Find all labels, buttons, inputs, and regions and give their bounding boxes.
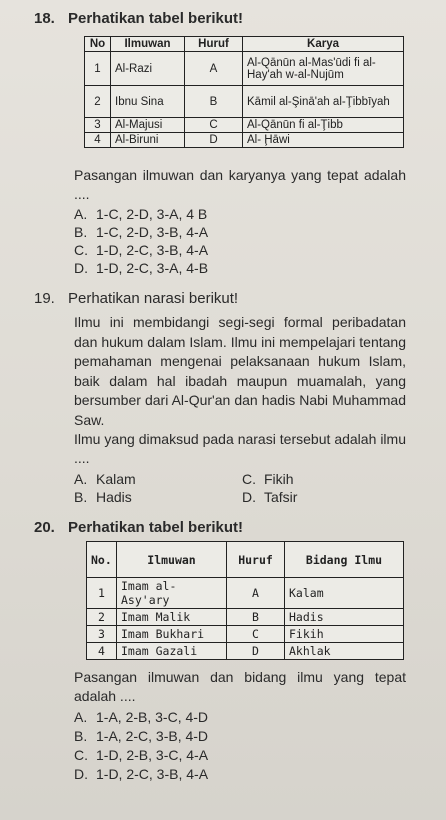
q19-number: 19. [34, 290, 55, 307]
q20-cell-huruf: B [227, 609, 285, 626]
q18-header-karya: Karya [243, 37, 404, 52]
q20-cell-ilmuwan: Imam Malik [117, 609, 227, 626]
q20-header-no: No. [87, 542, 117, 578]
q20-title: Perhatikan tabel berikut! [68, 519, 244, 536]
q18-header-huruf: Huruf [185, 37, 243, 52]
option-text: 1-D, 2-C, 3-A, 4-B [96, 260, 209, 276]
option-text: Kalam [96, 471, 136, 487]
q18-table-header-row [85, 37, 404, 52]
option-text: 1-D, 2-C, 3-B, 4-A [96, 242, 209, 258]
q18-number: 18. [34, 10, 55, 27]
option-text: 1-D, 2-C, 3-B, 4-A [96, 766, 209, 782]
q18-cell-huruf: D [185, 133, 243, 148]
q20-cell-no: 1 [87, 578, 117, 609]
q18-title: Perhatikan tabel berikut! [68, 10, 244, 27]
option-text: 1-C, 2-D, 3-A, 4 B [96, 206, 208, 222]
q20-cell-bidang: Kalam [285, 578, 404, 609]
q18-cell-karya: Kāmil al-Şinā'ah al-Ţibbīyah [243, 86, 404, 118]
q19-option-c[interactable] [242, 470, 294, 488]
option-letter: A. [74, 709, 88, 725]
q20-cell-ilmuwan: Imam Gazali [117, 643, 227, 660]
q20-cell-huruf: A [227, 578, 285, 609]
q18-cell-huruf: B [185, 86, 243, 118]
option-text: 1-A, 2-B, 3-C, 4-D [96, 709, 209, 725]
q20-cell-no: 2 [87, 609, 117, 626]
q20-header-bidang-ilmu: Bidang Ilmu [285, 542, 404, 578]
q20-option-d[interactable] [74, 765, 208, 783]
q18-cell-no: 4 [85, 133, 111, 148]
q18-header-no: No [85, 37, 111, 52]
q18-cell-no: 1 [85, 52, 111, 86]
option-text: Fikih [264, 471, 294, 487]
q20-cell-bidang: Fikih [285, 626, 404, 643]
q20-table-row [87, 609, 404, 626]
q18-cell-no: 3 [85, 118, 111, 133]
q18-cell-ilmuwan: Al-Majusi [111, 118, 185, 133]
q19-option-b[interactable] [74, 488, 132, 506]
q18-table-row [85, 52, 404, 86]
option-text: Tafsir [264, 489, 298, 505]
q18-cell-ilmuwan: Al-Razi [111, 52, 185, 86]
q19-option-a[interactable] [74, 470, 136, 488]
q19-title: Perhatikan narasi berikut! [68, 290, 239, 307]
q20-header-huruf: Huruf [227, 542, 285, 578]
option-letter: D. [74, 766, 88, 782]
q18-table-row [85, 118, 404, 133]
option-text: 1-C, 2-D, 3-B, 4-A [96, 224, 209, 240]
q18-cell-karya: Al-Qānūn fi al-Ţibb [243, 118, 404, 133]
option-letter: C. [74, 242, 88, 258]
q18-cell-huruf: C [185, 118, 243, 133]
q19-option-d[interactable] [242, 488, 297, 506]
q20-table [86, 541, 404, 660]
q20-cell-bidang: Akhlak [285, 643, 404, 660]
option-text: Hadis [96, 489, 132, 505]
q20-number: 20. [34, 519, 55, 536]
option-letter: C. [242, 471, 256, 487]
q20-cell-huruf: D [227, 643, 285, 660]
q20-cell-no: 4 [87, 643, 117, 660]
q18-option-b[interactable] [74, 223, 208, 241]
option-letter: A. [74, 206, 88, 222]
q20-option-a[interactable] [74, 708, 208, 726]
option-letter: D. [242, 489, 256, 505]
q20-table-header-row [87, 542, 404, 578]
option-letter: D. [74, 260, 88, 276]
option-letter: A. [74, 471, 88, 487]
q20-cell-ilmuwan: Imam al-Asy'ary [117, 578, 227, 609]
q20-question: Pasangan ilmuwan dan bidang ilmu yang tepat adalah .... [74, 669, 406, 704]
q20-option-b[interactable] [74, 727, 208, 745]
q18-table-row [85, 86, 404, 118]
q20-cell-bidang: Hadis [285, 609, 404, 626]
q18-cell-huruf: A [185, 52, 243, 86]
q18-table [84, 36, 404, 148]
q19-narrative: Ilmu ini membidangi segi-segi formal peribadatan dan hukum dalam Islam. Ilmu ini mempelajari tentang pemahaman mengenai pelaksanaan hukum Islam, baik dalam hal ibadah maupun muamalah, yang bersumber dari Al-Qur'an dan hadis Nabi Muhammad Saw. [74, 314, 406, 428]
q18-cell-no: 2 [85, 86, 111, 118]
q18-cell-karya: Al- Ḩāwi [243, 133, 404, 148]
option-letter: B. [74, 728, 88, 744]
q18-cell-karya: Al-Qānūn al-Mas'ūdi fi al-Hay'ah w-al-Nujūm [243, 52, 404, 86]
q18-question: Pasangan ilmuwan dan karyanya yang tepat adalah .... [74, 167, 406, 202]
q20-table-row [87, 578, 404, 609]
option-letter: B. [74, 224, 88, 240]
option-text: 1-D, 2-B, 3-C, 4-A [96, 747, 209, 763]
option-text: 1-A, 2-C, 3-B, 4-D [96, 728, 209, 744]
q18-table-row [85, 133, 404, 148]
q18-cell-ilmuwan: Ibnu Sina [111, 86, 185, 118]
q20-cell-huruf: C [227, 626, 285, 643]
q18-option-a[interactable] [74, 205, 207, 223]
q18-option-c[interactable] [74, 241, 208, 259]
q20-table-row [87, 626, 404, 643]
q20-cell-ilmuwan: Imam Bukhari [117, 626, 227, 643]
option-letter: C. [74, 747, 88, 763]
q19-question: Ilmu yang dimaksud pada narasi tersebut adalah ilmu .... [74, 431, 406, 466]
option-letter: B. [74, 489, 88, 505]
q20-option-c[interactable] [74, 746, 208, 764]
q20-cell-no: 3 [87, 626, 117, 643]
q20-table-row [87, 643, 404, 660]
q18-header-ilmuwan: Ilmuwan [111, 37, 185, 52]
q18-cell-ilmuwan: Al-Biruni [111, 133, 185, 148]
q20-header-ilmuwan: Ilmuwan [117, 542, 227, 578]
q18-option-d[interactable] [74, 259, 208, 277]
